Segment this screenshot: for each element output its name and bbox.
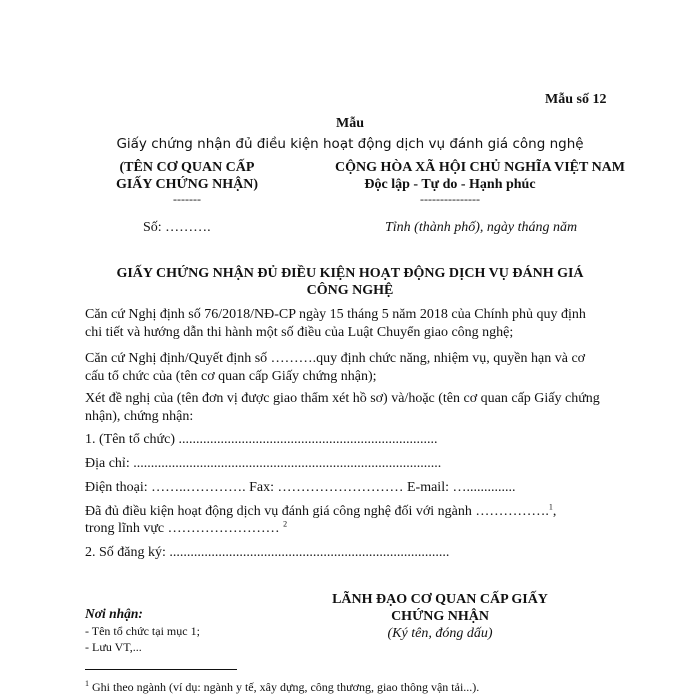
place-date: Tỉnh (thành phố), ngày tháng năm [385,220,578,235]
agency-rule: ------- [173,192,201,206]
field-org-name: 1. (Tên tổ chức) .......................................................................... [85,432,438,447]
field-of-activity: trong lĩnh vực …………………… [85,521,280,536]
footnote [85,680,479,695]
field-eligibility-line1: Đã đủ điều kiện hoạt động dịch vụ đánh giá công nghệ đối với ngành …………….$^1$, [85,502,557,519]
review-statement: Xét đề nghị của (tên đơn vị được giao thẩm xét hồ sơ) và/hoặc (tên cơ quan cấp Giấy chứng nhận), chứng nhận: [85,391,600,424]
field-address: Địa chỉ: ........................................................................................ [85,456,442,471]
field-contact: Điện thoại: ……..…………. Fax: ……………………… E-mail: ….............. [85,480,516,495]
signature-title-line2: CHỨNG NHẬN [391,609,489,624]
field-eligibility-line2 [85,521,287,537]
nation-rule: --------------- [420,192,480,206]
recipient-item-1: - Tên tổ chức tại mục 1; [85,624,200,638]
form-number: Mẫu số 12 [545,92,607,107]
doc-type: Mẫu [336,116,364,131]
footnote-separator [85,669,237,670]
legal-basis-2: Căn cứ Nghị định/Quyết định số ……….quy định chức năng, nhiệm vụ, quyền hạn và cơ cấu tổ chức của (tên cơ quan cấp Giấy chứng nhận); [85,351,586,384]
agency-name-line1: (TÊN CƠ QUAN CẤP [119,160,255,175]
agency-name-line2: GIẤY CHỨNG NHẬN) [115,177,259,192]
footnote-ref-1: 1 [548,502,553,512]
document-number: Số: ………. [143,220,211,235]
signature-title-line1: LÃNH ĐẠO CƠ QUAN CẤP GIẤY [332,592,548,607]
nation-motto: Độc lập - Tự do - Hạnh phúc [364,177,536,192]
recipient-item-2: - Lưu VT,... [85,640,142,654]
footnote-marker: 1 [85,679,89,688]
certificate-title-line1: GIẤY CHỨNG NHẬN ĐỦ ĐIỀU KIỆN HOẠT ĐỘNG DỊCH VỤ ĐÁNH GIÁ [116,266,584,281]
footnote-ref-2: 2 [283,519,288,529]
footnote-text: Ghi theo ngành (ví dụ: ngành y tế, xây dựng, công thương, giao thông vận tải...). [92,680,480,694]
eligibility-text: Đã đủ điều kiện hoạt động dịch vụ đánh giá công nghệ đối với ngành ……………. [85,504,549,519]
recipients-heading: Nơi nhận: [85,606,143,621]
signature-note: (Ký tên, đóng dấu) [387,626,493,641]
nation-name: CỘNG HÒA XÃ HỘI CHỦ NGHĨA VIỆT NAM [334,160,625,175]
doc-subtitle: Giấy chứng nhận đủ điều kiện hoạt động dịch vụ đánh giá công nghệ [116,136,584,152]
field-registration-number: 2. Số đăng ký: ................................................................................ [85,545,450,560]
legal-basis-1: Căn cứ Nghị định số 76/2018/NĐ-CP ngày 15 tháng 5 năm 2018 của Chính phủ quy định chi tiết và hướng dẫn thi hành một số điều của Luật Chuyển giao công nghệ; [85,307,586,340]
certificate-title-line2: CÔNG NGHỆ [306,283,394,298]
